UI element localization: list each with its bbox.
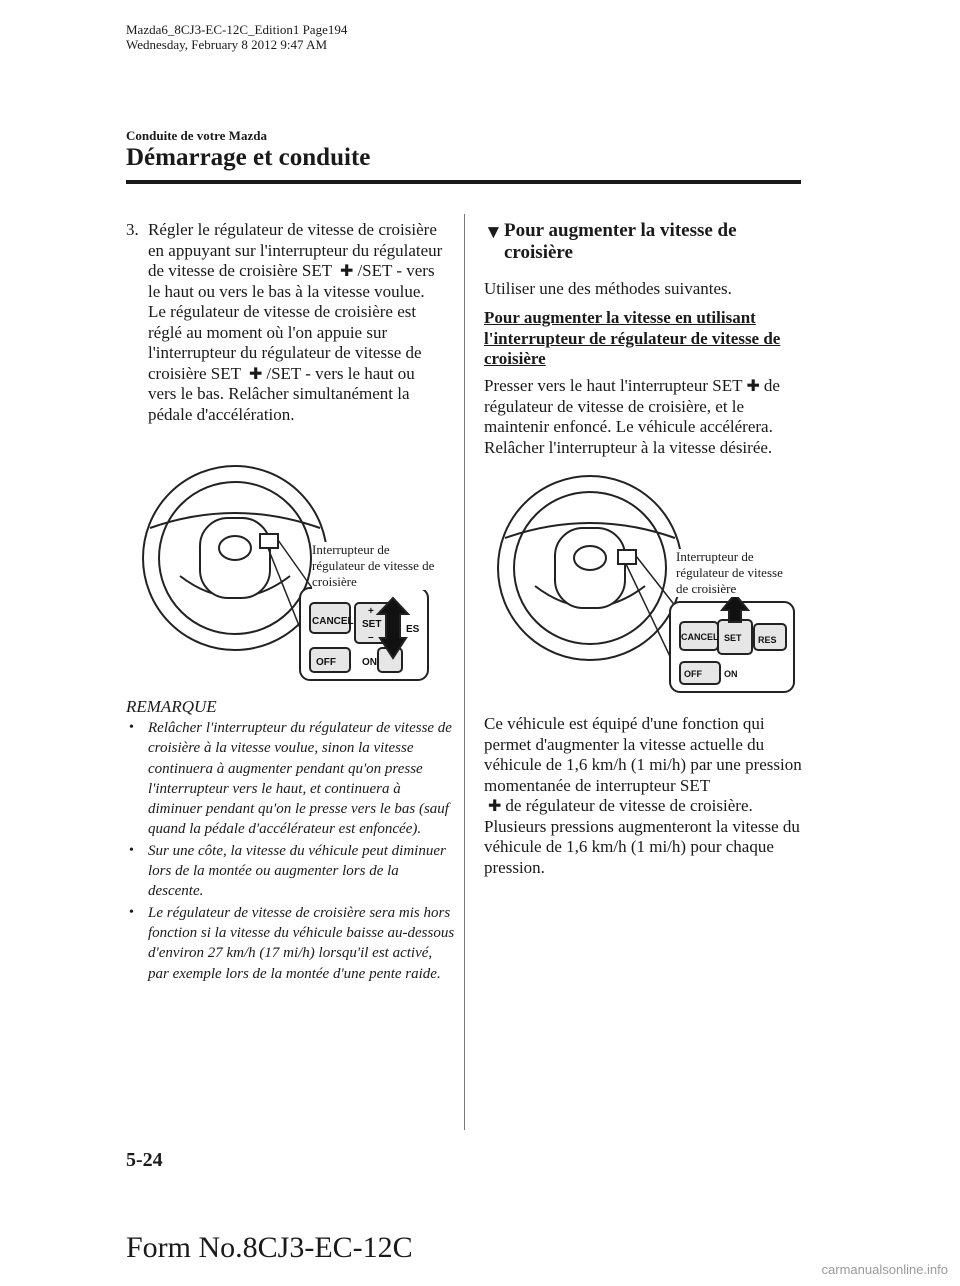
plus-icon: ✚ bbox=[488, 796, 502, 815]
form-number: Form No.8CJ3-EC-12C bbox=[126, 1231, 413, 1264]
step-number: 3. bbox=[126, 220, 139, 239]
plus-icon: ✚ bbox=[340, 261, 354, 280]
cancel-label: CANCEL bbox=[312, 616, 354, 627]
cancel-label: CANCEL bbox=[681, 632, 719, 642]
meta-line-1: Mazda6_8CJ3-EC-12C_Edition1 Page194 bbox=[126, 22, 348, 37]
set-label: SET bbox=[362, 619, 382, 630]
set-label: SET bbox=[724, 633, 742, 643]
step-text-part-2: /SET - vers le haut ou vers le bas à la vitesse voulue. Le régulateur de vitesse de croisière est réglé au moment où l'on appuie sur l'interrupteur du régulateur de vitesse de croisière SET bbox=[148, 261, 435, 383]
document-meta bbox=[126, 22, 347, 52]
minus-sign-label: – bbox=[368, 632, 374, 643]
remarque-list bbox=[126, 718, 456, 985]
list-item: • Sur une côte, la vitesse du véhicule peut diminuer lors de la montée ou augmenter lors de la descente. bbox=[126, 841, 456, 902]
step-3 bbox=[126, 220, 446, 425]
res-label: ES bbox=[406, 624, 420, 635]
list-item: • Le régulateur de vitesse de croisière sera mis hors fonction si la vitesse du véhicule baisse au-dessous d'environ 27 km/h (17 mi/h) lorsqu'il est activé, par exemple lors de la montée d'une pente raide. bbox=[126, 903, 456, 984]
column-divider bbox=[464, 214, 465, 1130]
res-label: RES bbox=[758, 635, 777, 645]
on-label: ON bbox=[362, 657, 377, 668]
triangle-down-icon: ▼ bbox=[484, 222, 503, 243]
callout-cruise-switch-1: Interrupteur de régulateur de vitesse de croisière bbox=[312, 542, 442, 590]
paragraph-1: Presser vers le haut l'interrupteur SET ✚ de régulateur de vitesse de croisière, et le maintenir enfoncé. Le véhicule accélérera. Relâcher l'interrupteur à la vitesse désirée. bbox=[484, 376, 780, 457]
list-item: • Relâcher l'interrupteur du régulateur de vitesse de croisière à la vitesse voulue, sinon la vitesse continuera à augmenter pendant qu'on presse l'interrupteur vers le haut, et continuera à diminuer pendant qu'on le presse vers le bas (sauf quand la pédale d'accélérateur est enfoncée). bbox=[126, 718, 456, 840]
methods-text: Utiliser une des méthodes suivantes. bbox=[484, 279, 732, 298]
watermark: carmanualsonline.info bbox=[821, 1262, 948, 1277]
callout-cruise-switch-2: Interrupteur de régulateur de vitesse de croisière bbox=[676, 549, 796, 597]
subheading: Pour augmenter la vitesse en utilisant l'interrupteur de régulateur de vitesse de croisière bbox=[484, 308, 781, 368]
off-label: OFF bbox=[684, 669, 702, 679]
step-text bbox=[148, 220, 446, 425]
title-rule bbox=[126, 180, 801, 184]
off-label: OFF bbox=[316, 657, 336, 668]
plus-icon: ✚ bbox=[248, 363, 263, 383]
section-heading: ▼ Pour augmenter la vitesse de croisière bbox=[484, 220, 737, 263]
on-label: ON bbox=[724, 669, 738, 679]
plus-sign-label: + bbox=[368, 606, 374, 617]
plus-icon: ✚ bbox=[746, 376, 760, 395]
remarque-title: REMARQUE bbox=[126, 697, 217, 716]
step-text-part-3: /SET - vers le haut ou vers le bas. Relâcher simultanément la pédale d'accélération. bbox=[148, 363, 415, 424]
section-label: Conduite de votre Mazda bbox=[126, 128, 267, 143]
page-number: 5-24 bbox=[126, 1149, 163, 1171]
page-title: Démarrage et conduite bbox=[126, 144, 371, 171]
meta-line-2: Wednesday, February 8 2012 9:47 AM bbox=[126, 37, 328, 52]
step-text-part-1: Régler le régulateur de vitesse de croisière en appuyant sur l'interrupteur du régulateur de vitesse de croisière SET bbox=[148, 220, 443, 280]
steering-wheel-illustration bbox=[498, 476, 686, 690]
paragraph-2: Ce véhicule est équipé d'une fonction qui permet d'augmenter la vitesse actuelle du véhicule de 1,6 km/h (1 mi/h) par une pression momentanée de interrupteur SET ✚ de régulateur de vitesse de croisière. Plusieurs pressions augmenteront la vitesse du véhicule de 1,6 km/h (1 mi/h) pour chaque pression. bbox=[484, 714, 802, 877]
